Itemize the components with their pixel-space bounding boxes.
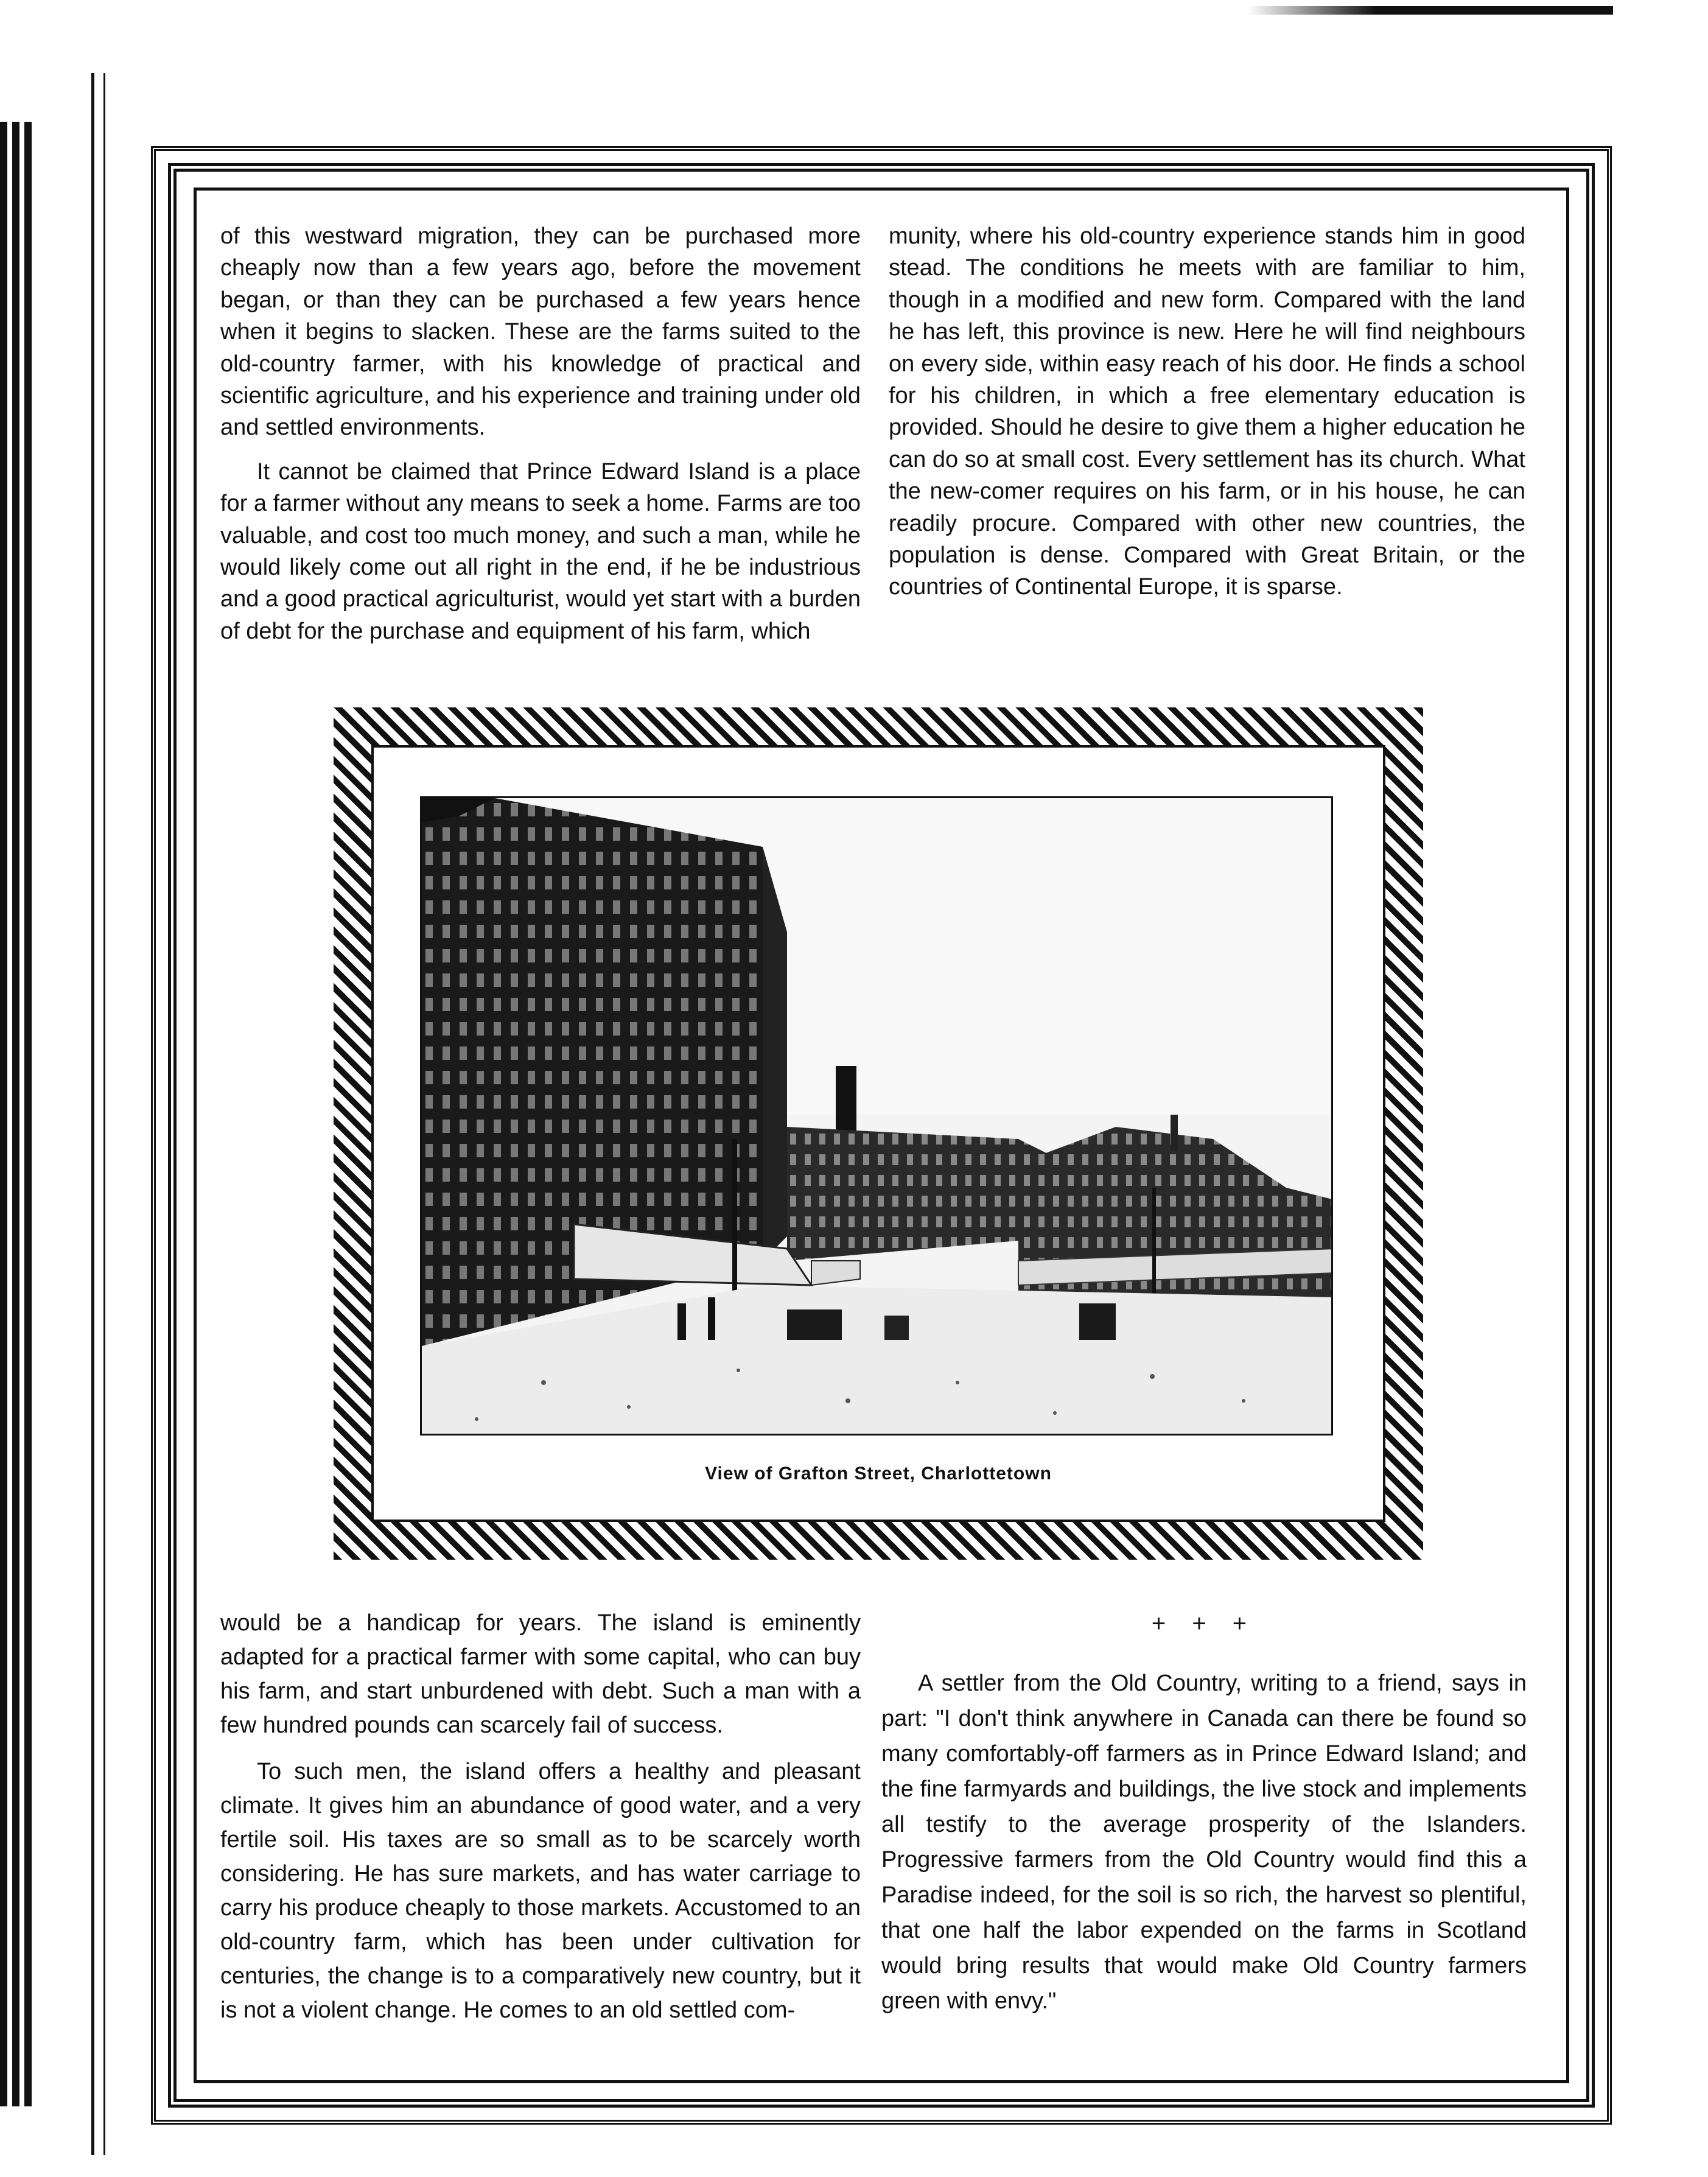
- paragraph: would be a handicap for years. The island is eminently adapted for a practical farmer with some capital, who can buy his farm, and start unburdened with debt. Such a man with a few hundred pounds can scarcely fail of success.: [220, 1610, 861, 1738]
- paragraph: of this westward migration, they can be purchased more cheaply now than a few years ago, before the movement began, or than they can be purchased a few years hence when it begins to slacken. These are the farms suited to the old-country farmer, with his knowledge of practical and scientific agriculture, and his experience and training under old and settled environments.: [220, 223, 861, 441]
- top-decorative-rule: [1248, 6, 1613, 15]
- left-margin-line-thin: [103, 73, 105, 2155]
- bottom-left-column: [220, 1606, 861, 2039]
- street-photograph-icon: [420, 796, 1333, 1436]
- section-separator: + + +: [1151, 1610, 1257, 1637]
- paragraph: To such men, the island offers a healthy and pleasant climate. It gives him an abundance of good water, and a very fertile soil. His taxes are so small as to be scarcely worth considering. He has sure markets, and has water carriage to carry his produce cheaply to those markets. Accustomed to an old-country farm, which has been under cultivation for centuries, the change is to a comparatively new country, but it is not a violent change. He comes to an old settled com-: [220, 1759, 861, 2023]
- photo-caption: View of Grafton Street, Charlottetown: [705, 1464, 1052, 1484]
- top-right-column: [889, 220, 1525, 615]
- paragraph: munity, where his old-country experience stands him in good stead. The conditions he meets with are familiar to him, though in a modified and new form. Compared with the land he has left, this province is new. Here he will find neighbours on every side, within easy reach of his door. He finds a school for his children, in which a free elementary education is provided. Should he desire to give them a higher education he can do so at small cost. Every settlement has its church. What the new-comer requires on his farm, or in his house, he can readily procure. Compared with other new countries, the population is dense. Compared with Great Britain, or the countries of Continental Europe, it is sparse.: [889, 223, 1525, 600]
- top-left-column: [220, 220, 861, 659]
- paragraph: It cannot be claimed that Prince Edward Island is a place for a farmer without any means to seek a home. Farms are too valuable, and cost too much money, and such a man, while he would likely come out all right in the end, if he be industrious and a good practical agriculturist, would yet start with a burden of debt for the purchase and equipment of his farm, which: [220, 458, 861, 644]
- paragraph: A settler from the Old Country, writing to a friend, says in part: "I don't think anywhere in Canada can there be found so many comfortably-off farmers as in Prince Edward Island; and the fine farmyards and buildings, the live stock and implements all testify to the average prosperity of the Islanders. Progressive farmers from the Old Country would find this a Paradise indeed, for the soil is so rich, the harvest so plentiful, that one half the labor expended on the farms in Scotland would bring results that would make Old Country farmers green with envy.": [881, 1670, 1527, 2014]
- left-margin-line: [91, 73, 94, 2155]
- left-margin-bars: [0, 122, 37, 2106]
- bottom-right-column: [881, 1606, 1527, 2031]
